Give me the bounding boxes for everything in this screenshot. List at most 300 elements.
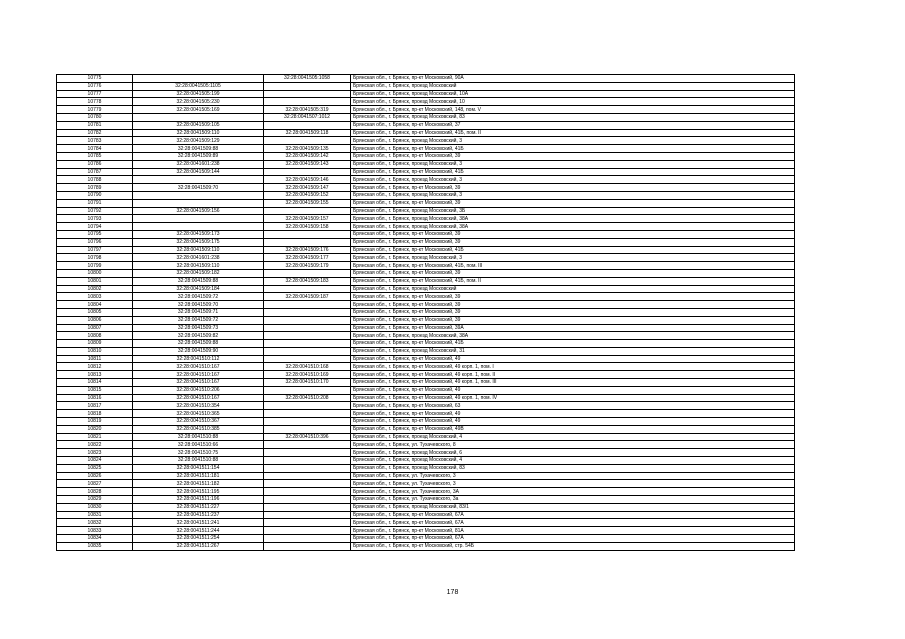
address-cell: Брянская обл., г. Брянск, пр-кт Московский, 39 (351, 316, 795, 324)
object-number-cell (264, 535, 351, 543)
parcel-number-cell: 32:28:0041510:88 (133, 433, 264, 441)
parcel-number-cell: 32:28:0041509:88 (133, 145, 264, 153)
row-number-cell: 10779 (57, 106, 133, 114)
row-number-cell: 10792 (57, 207, 133, 215)
table-row (57, 207, 795, 215)
row-number-cell: 10832 (57, 519, 133, 527)
parcel-number-cell: 32:28:0041509:110 (133, 246, 264, 254)
row-number-cell: 10828 (57, 488, 133, 496)
table-row (57, 262, 795, 270)
object-number-cell (264, 324, 351, 332)
table-row (57, 293, 795, 301)
object-number-cell: 32:28:0041509:118 (264, 129, 351, 137)
table-row (57, 168, 795, 176)
object-number-cell: 32:28:0041509:146 (264, 176, 351, 184)
address-cell: Брянская обл., г. Брянск, ул. Тухачевского, 3А (351, 488, 795, 496)
table-row (57, 160, 795, 168)
parcel-number-cell: 32:28:0041510:75 (133, 449, 264, 457)
address-cell: Брянская обл., г. Брянск, ул. Тухачевского, 3 (351, 480, 795, 488)
table-row (57, 425, 795, 433)
table-row (57, 191, 795, 199)
address-cell: Брянская обл., г. Брянск, проезд Московский, 10А (351, 90, 795, 98)
row-number-cell: 10814 (57, 379, 133, 387)
table-row (57, 449, 795, 457)
parcel-number-cell: 32:28:0041509:82 (133, 332, 264, 340)
row-number-cell: 10781 (57, 121, 133, 129)
address-cell: Брянская обл., г. Брянск, пр-кт Московский, 39 (351, 230, 795, 238)
table-row (57, 301, 795, 309)
row-number-cell: 10825 (57, 464, 133, 472)
row-number-cell: 10822 (57, 441, 133, 449)
table-row (57, 98, 795, 106)
row-number-cell: 10799 (57, 262, 133, 270)
address-cell: Брянская обл., г. Брянск, проезд Московский (351, 82, 795, 90)
table-row (57, 230, 795, 238)
object-number-cell: 32:28:0041505:319 (264, 106, 351, 114)
object-number-cell (264, 301, 351, 309)
parcel-number-cell: 32:28:0041509:70 (133, 301, 264, 309)
address-cell: Брянская обл., г. Брянск, пр-кт Московский, 81А (351, 527, 795, 535)
object-number-cell (264, 472, 351, 480)
parcel-number-cell (133, 191, 264, 199)
address-cell: Брянская обл., г. Брянск, пр-кт Московский, 37 (351, 121, 795, 129)
address-cell: Брянская обл., г. Брянск, пр-кт Московский, 49 корп. 1, пом. IV (351, 394, 795, 402)
object-number-cell (264, 340, 351, 348)
row-number-cell: 10835 (57, 542, 133, 550)
parcel-number-cell: 32:28:0041509:88 (133, 340, 264, 348)
row-number-cell: 10782 (57, 129, 133, 137)
address-cell: Брянская обл., г. Брянск, пр-кт Московский, 49 (351, 410, 795, 418)
object-number-cell (264, 511, 351, 519)
object-number-cell (264, 90, 351, 98)
table-row (57, 75, 795, 83)
parcel-number-cell: 32:28:0041509:182 (133, 269, 264, 277)
table-row (57, 145, 795, 153)
object-number-cell (264, 121, 351, 129)
object-number-cell (264, 542, 351, 550)
parcel-number-cell: 32:28:0041511:195 (133, 488, 264, 496)
table-row (57, 277, 795, 285)
parcel-number-cell: 32:28:0041509:175 (133, 238, 264, 246)
table-row (57, 340, 795, 348)
parcel-number-cell: 32:28:0041509:144 (133, 168, 264, 176)
address-cell: Брянская обл., г. Брянск, проезд Московский, 6 (351, 449, 795, 457)
row-number-cell: 10784 (57, 145, 133, 153)
parcel-number-cell: 32:28:0041509:110 (133, 262, 264, 270)
parcel-number-cell: 32:28:0041510:206 (133, 386, 264, 394)
address-cell: Брянская обл., г. Брянск, проезд Московский, 10 (351, 98, 795, 106)
object-number-cell: 32:28:0041510:169 (264, 371, 351, 379)
table-row (57, 542, 795, 550)
row-number-cell: 10786 (57, 160, 133, 168)
parcel-number-cell: 32:28:0041509:173 (133, 230, 264, 238)
address-cell: Брянская обл., г. Брянск, пр-кт Московский, 39 (351, 184, 795, 192)
parcel-number-cell: 32:28:0041510:112 (133, 355, 264, 363)
parcel-number-cell: 32:28:0041510:167 (133, 363, 264, 371)
address-cell: Брянская обл., г. Брянск, пр-кт Московский, 90А (351, 75, 795, 83)
address-cell: Брянская обл., г. Брянск, проезд Московский, 3 (351, 191, 795, 199)
row-number-cell: 10824 (57, 457, 133, 465)
object-number-cell: 32:28:0041510:170 (264, 379, 351, 387)
address-cell: Брянская обл., г. Брянск, пр-кт Московский, 41Б (351, 340, 795, 348)
table-row (57, 324, 795, 332)
row-number-cell: 10788 (57, 176, 133, 184)
address-cell: Брянская обл., г. Брянск, проезд Московский, 38А (351, 332, 795, 340)
object-number-cell (264, 230, 351, 238)
object-number-cell: 32:28:0041509:179 (264, 262, 351, 270)
address-cell: Брянская обл., г. Брянск, проезд Московский, 83/1 (351, 503, 795, 511)
object-number-cell (264, 449, 351, 457)
row-number-cell: 10808 (57, 332, 133, 340)
parcel-number-cell: 32:28:0041509:129 (133, 137, 264, 145)
table-row (57, 496, 795, 504)
table-row (57, 199, 795, 207)
address-cell: Брянская обл., г. Брянск, проезд Московский, 4 (351, 433, 795, 441)
object-number-cell: 32:28:0041509:152 (264, 191, 351, 199)
parcel-number-cell: 32:28:0041601:238 (133, 160, 264, 168)
object-number-cell (264, 347, 351, 355)
address-cell: Брянская обл., г. Брянск, пр-кт Московский, 39А (351, 324, 795, 332)
parcel-number-cell: 32:28:0041509:88 (133, 277, 264, 285)
address-cell: Брянская обл., г. Брянск, пр-кт Московский, 148, пом. V (351, 106, 795, 114)
parcel-number-cell: 32:28:0041510:167 (133, 379, 264, 387)
object-number-cell: 32:28:0041509:187 (264, 293, 351, 301)
object-number-cell: 32:28:0041509:147 (264, 184, 351, 192)
registry-table-body (57, 75, 795, 551)
address-cell: Брянская обл., г. Брянск, пр-кт Московский, 49В (351, 425, 795, 433)
parcel-number-cell (133, 176, 264, 184)
object-number-cell: 32:28:0041509:143 (264, 160, 351, 168)
object-number-cell (264, 464, 351, 472)
parcel-number-cell: 32:28:0041509:156 (133, 207, 264, 215)
table-row (57, 90, 795, 98)
parcel-number-cell (133, 215, 264, 223)
row-number-cell: 10807 (57, 324, 133, 332)
object-number-cell: 32:28:0041510:168 (264, 363, 351, 371)
row-number-cell: 10816 (57, 394, 133, 402)
row-number-cell: 10783 (57, 137, 133, 145)
parcel-number-cell: 32:28:0041509:105 (133, 121, 264, 129)
parcel-number-cell: 32:28:0041509:90 (133, 347, 264, 355)
row-number-cell: 10823 (57, 449, 133, 457)
row-number-cell: 10806 (57, 316, 133, 324)
address-cell: Брянская обл., г. Брянск, проезд Московский, 3 (351, 254, 795, 262)
address-cell: Брянская обл., г. Брянск, пр-кт Московский, 63 (351, 402, 795, 410)
row-number-cell: 10794 (57, 223, 133, 231)
parcel-number-cell: 32:28:0041510:367 (133, 418, 264, 426)
parcel-number-cell: 32:28:0041601:238 (133, 254, 264, 262)
object-number-cell: 32:28:0041510:208 (264, 394, 351, 402)
address-cell: Брянская обл., г. Брянск, проезд Московский, 38А (351, 215, 795, 223)
parcel-number-cell: 32:28:0041510:88 (133, 457, 264, 465)
address-cell: Брянская обл., г. Брянск, проезд Московский, 3 (351, 137, 795, 145)
table-row (57, 457, 795, 465)
address-cell: Брянская обл., г. Брянск, проезд Московский, 3Б (351, 207, 795, 215)
address-cell: Брянская обл., г. Брянск, проезд Московский, 31 (351, 347, 795, 355)
parcel-number-cell: 32:28:0041511:237 (133, 511, 264, 519)
address-cell: Брянская обл., г. Брянск, пр-кт Московский, 67А (351, 535, 795, 543)
row-number-cell: 10809 (57, 340, 133, 348)
object-number-cell (264, 519, 351, 527)
object-number-cell (264, 496, 351, 504)
object-number-cell: 32:28:0041509:135 (264, 145, 351, 153)
row-number-cell: 10798 (57, 254, 133, 262)
address-cell: Брянская обл., г. Брянск, пр-кт Московский, 39 (351, 152, 795, 160)
object-number-cell: 32:28:0041509:155 (264, 199, 351, 207)
table-row (57, 441, 795, 449)
object-number-cell (264, 238, 351, 246)
table-row (57, 480, 795, 488)
address-cell: Брянская обл., г. Брянск, проезд Московский, 4 (351, 457, 795, 465)
object-number-cell (264, 355, 351, 363)
row-number-cell: 10796 (57, 238, 133, 246)
object-number-cell (264, 137, 351, 145)
row-number-cell: 10819 (57, 418, 133, 426)
address-cell: Брянская обл., г. Брянск, пр-кт Московский, 41Б (351, 246, 795, 254)
address-cell: Брянская обл., г. Брянск, пр-кт Московский, 49 корп. 1, пом. I (351, 363, 795, 371)
table-row (57, 223, 795, 231)
table-row (57, 472, 795, 480)
table-row (57, 82, 795, 90)
table-row (57, 355, 795, 363)
parcel-number-cell (133, 199, 264, 207)
table-row (57, 308, 795, 316)
address-cell: Брянская обл., г. Брянск, проезд Московский, 3 (351, 160, 795, 168)
object-number-cell (264, 418, 351, 426)
object-number-cell (264, 332, 351, 340)
address-cell: Брянская обл., г. Брянск, пр-кт Московский, 39 (351, 301, 795, 309)
object-number-cell (264, 488, 351, 496)
object-number-cell (264, 269, 351, 277)
object-number-cell (264, 503, 351, 511)
table-row (57, 238, 795, 246)
parcel-number-cell: 32:28:0041511:244 (133, 527, 264, 535)
address-cell: Брянская обл., г. Брянск, ул. Тухачевского, 3а (351, 496, 795, 504)
parcel-number-cell: 32:28:0041511:227 (133, 503, 264, 511)
address-cell: Брянская обл., г. Брянск, пр-кт Московский, стр. 54Б (351, 542, 795, 550)
parcel-number-cell: 32:28:0041511:182 (133, 480, 264, 488)
object-number-cell: 32:28:0041509:183 (264, 277, 351, 285)
row-number-cell: 10793 (57, 215, 133, 223)
row-number-cell: 10820 (57, 425, 133, 433)
row-number-cell: 10815 (57, 386, 133, 394)
address-cell: Брянская обл., г. Брянск, пр-кт Московский, 67А (351, 519, 795, 527)
object-number-cell (264, 527, 351, 535)
address-cell: Брянская обл., г. Брянск, пр-кт Московский, 39 (351, 269, 795, 277)
address-cell: Брянская обл., г. Брянск, проезд Московский (351, 285, 795, 293)
parcel-number-cell: 32:28:0041509:184 (133, 285, 264, 293)
row-number-cell: 10777 (57, 90, 133, 98)
object-number-cell (264, 480, 351, 488)
table-row (57, 503, 795, 511)
table-row (57, 113, 795, 121)
row-number-cell: 10775 (57, 75, 133, 83)
address-cell: Брянская обл., г. Брянск, пр-кт Московский, 41Б (351, 145, 795, 153)
parcel-number-cell: 32:28:0041509:110 (133, 129, 264, 137)
address-cell: Брянская обл., г. Брянск, пр-кт Московский, 67А (351, 511, 795, 519)
table-row (57, 121, 795, 129)
address-cell: Брянская обл., г. Брянск, пр-кт Московский, 49 корп. 1, пом. III (351, 379, 795, 387)
table-row (57, 402, 795, 410)
table-row (57, 137, 795, 145)
address-cell: Брянская обл., г. Брянск, пр-кт Московский, 41Б (351, 168, 795, 176)
row-number-cell: 10833 (57, 527, 133, 535)
parcel-number-cell: 32:28:0041510:385 (133, 425, 264, 433)
parcel-number-cell (133, 223, 264, 231)
row-number-cell: 10789 (57, 184, 133, 192)
object-number-cell (264, 441, 351, 449)
row-number-cell: 10791 (57, 199, 133, 207)
table-row (57, 394, 795, 402)
parcel-number-cell: 32:28:0041510:66 (133, 441, 264, 449)
row-number-cell: 10830 (57, 503, 133, 511)
address-cell: Брянская обл., г. Брянск, пр-кт Московский, 41Б, пом. II (351, 129, 795, 137)
row-number-cell: 10776 (57, 82, 133, 90)
address-cell: Брянская обл., г. Брянск, ул. Тухачевского, 8 (351, 441, 795, 449)
row-number-cell: 10790 (57, 191, 133, 199)
row-number-cell: 10834 (57, 535, 133, 543)
address-cell: Брянская обл., г. Брянск, пр-кт Московский, 39 (351, 308, 795, 316)
row-number-cell: 10804 (57, 301, 133, 309)
address-cell: Брянская обл., г. Брянск, проезд Московский, 38А (351, 223, 795, 231)
parcel-number-cell: 32:28:0041509:73 (133, 324, 264, 332)
row-number-cell: 10780 (57, 113, 133, 121)
parcel-number-cell: 32:28:0041511:181 (133, 472, 264, 480)
row-number-cell: 10813 (57, 371, 133, 379)
object-number-cell (264, 425, 351, 433)
table-row (57, 254, 795, 262)
table-row (57, 184, 795, 192)
parcel-number-cell: 32:28:0041509:71 (133, 308, 264, 316)
object-number-cell: 32:28:0041505:1058 (264, 75, 351, 83)
object-number-cell (264, 457, 351, 465)
page-number: 178 (446, 589, 459, 596)
table-row (57, 433, 795, 441)
address-cell: Брянская обл., г. Брянск, пр-кт Московский, 49 корп. 1, пом. II (351, 371, 795, 379)
address-cell: Брянская обл., г. Брянск, пр-кт Московский, 41Б, пом. II (351, 277, 795, 285)
table-row (57, 418, 795, 426)
table-row (57, 386, 795, 394)
table-row (57, 511, 795, 519)
object-number-cell (264, 386, 351, 394)
parcel-number-cell: 32:28:0041509:72 (133, 293, 264, 301)
parcel-number-cell: 32:28:0041509:72 (133, 316, 264, 324)
parcel-number-cell: 32:28:0041511:241 (133, 519, 264, 527)
object-number-cell (264, 316, 351, 324)
parcel-number-cell (133, 113, 264, 121)
parcel-number-cell: 32:28:0041511:196 (133, 496, 264, 504)
table-row (57, 519, 795, 527)
table-row (57, 527, 795, 535)
parcel-number-cell: 32:28:0041509:89 (133, 152, 264, 160)
row-number-cell: 10805 (57, 308, 133, 316)
object-number-cell (264, 82, 351, 90)
object-number-cell: 32:28:0041509:158 (264, 223, 351, 231)
address-cell: Брянская обл., г. Брянск, пр-кт Московский, 39 (351, 199, 795, 207)
row-number-cell: 10829 (57, 496, 133, 504)
row-number-cell: 10801 (57, 277, 133, 285)
row-number-cell: 10812 (57, 363, 133, 371)
parcel-number-cell: 32:28:0041510:167 (133, 394, 264, 402)
table-row (57, 464, 795, 472)
row-number-cell: 10797 (57, 246, 133, 254)
object-number-cell: 32:28:0041509:142 (264, 152, 351, 160)
address-cell: Брянская обл., г. Брянск, пр-кт Московский, 39 (351, 293, 795, 301)
row-number-cell: 10802 (57, 285, 133, 293)
table-row (57, 129, 795, 137)
table-row (57, 371, 795, 379)
row-number-cell: 10818 (57, 410, 133, 418)
parcel-number-cell: 32:28:0041505:169 (133, 106, 264, 114)
row-number-cell: 10810 (57, 347, 133, 355)
address-cell: Брянская обл., г. Брянск, пр-кт Московский, 49 (351, 355, 795, 363)
table-row (57, 363, 795, 371)
table-row (57, 379, 795, 387)
address-cell: Брянская обл., г. Брянск, проезд Московский, 83 (351, 113, 795, 121)
parcel-number-cell: 32:28:0041509:70 (133, 184, 264, 192)
object-number-cell: 32:28:0041507:1012 (264, 113, 351, 121)
object-number-cell (264, 402, 351, 410)
table-row (57, 246, 795, 254)
row-number-cell: 10787 (57, 168, 133, 176)
address-cell: Брянская обл., г. Брянск, пр-кт Московский, 41Б, пом. III (351, 262, 795, 270)
parcel-number-cell: 32:28:0041511:267 (133, 542, 264, 550)
parcel-number-cell: 32:28:0041505:1105 (133, 82, 264, 90)
address-cell: Брянская обл., г. Брянск, проезд Московский, 83 (351, 464, 795, 472)
registry-table (56, 74, 795, 551)
parcel-number-cell (133, 75, 264, 83)
parcel-number-cell: 32:28:0041511:254 (133, 535, 264, 543)
table-row (57, 535, 795, 543)
table-row (57, 269, 795, 277)
parcel-number-cell: 32:28:0041505:230 (133, 98, 264, 106)
table-row (57, 215, 795, 223)
object-number-cell (264, 207, 351, 215)
parcel-number-cell: 32:28:0041510:354 (133, 402, 264, 410)
row-number-cell: 10827 (57, 480, 133, 488)
object-number-cell: 32:28:0041510:396 (264, 433, 351, 441)
row-number-cell: 10778 (57, 98, 133, 106)
object-number-cell (264, 308, 351, 316)
table-row (57, 347, 795, 355)
row-number-cell: 10811 (57, 355, 133, 363)
object-number-cell: 32:28:0041509:177 (264, 254, 351, 262)
row-number-cell: 10795 (57, 230, 133, 238)
parcel-number-cell: 32:28:0041511:154 (133, 464, 264, 472)
table-row (57, 106, 795, 114)
row-number-cell: 10803 (57, 293, 133, 301)
row-number-cell: 10800 (57, 269, 133, 277)
row-number-cell: 10826 (57, 472, 133, 480)
row-number-cell: 10785 (57, 152, 133, 160)
table-row (57, 152, 795, 160)
row-number-cell: 10817 (57, 402, 133, 410)
object-number-cell (264, 168, 351, 176)
table-row (57, 176, 795, 184)
table-row (57, 410, 795, 418)
object-number-cell (264, 285, 351, 293)
parcel-number-cell: 32:28:0041510:365 (133, 410, 264, 418)
object-number-cell: 32:28:0041509:157 (264, 215, 351, 223)
table-row (57, 285, 795, 293)
table-row (57, 488, 795, 496)
table-row (57, 332, 795, 340)
object-number-cell (264, 98, 351, 106)
parcel-number-cell: 32:28:0041510:167 (133, 371, 264, 379)
parcel-number-cell: 32:28:0041505:199 (133, 90, 264, 98)
address-cell: Брянская обл., г. Брянск, пр-кт Московский, 49 (351, 418, 795, 426)
table-row (57, 316, 795, 324)
